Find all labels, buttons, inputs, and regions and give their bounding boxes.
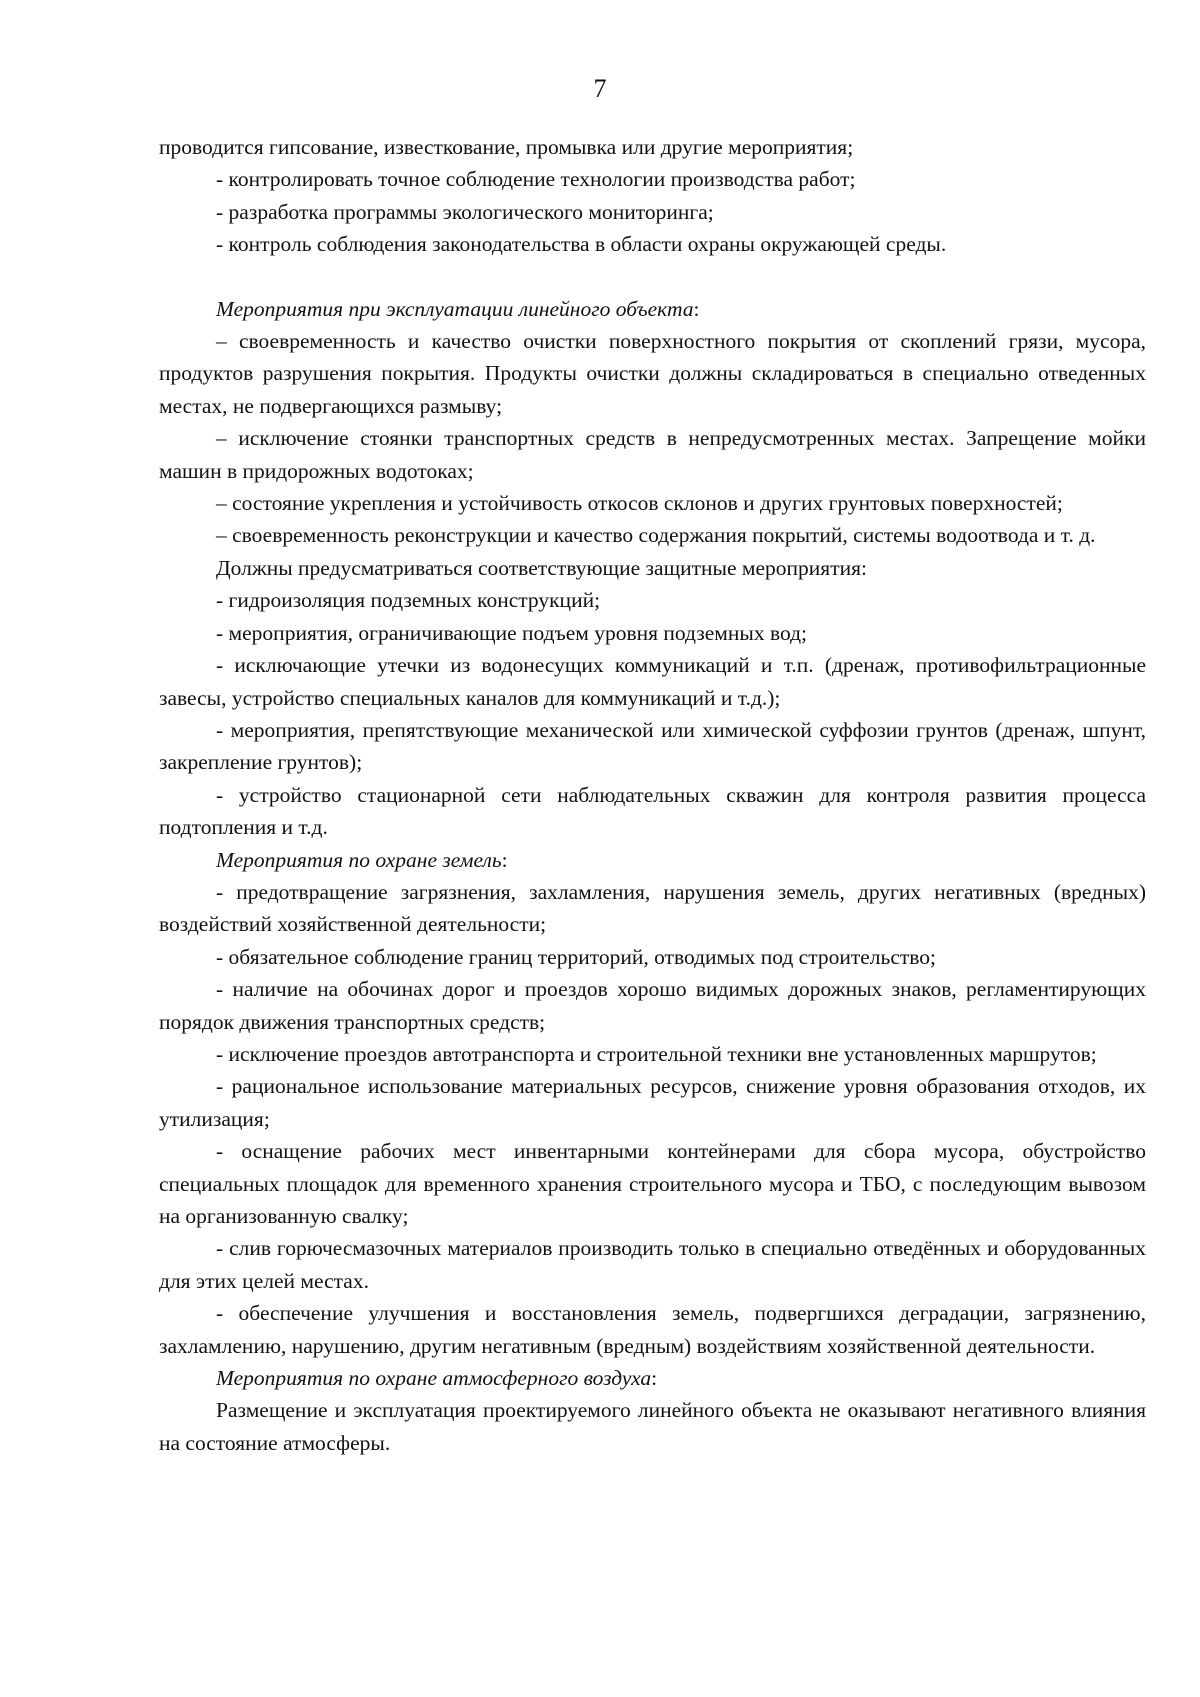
paragraph: Размещение и эксплуатация проектируемого линейного объекта не оказывают негативного влияния на состояние атмосферы.	[159, 1398, 1146, 1455]
continuation-line: проводится гипсование, известкование, промывка или другие мероприятия;	[159, 135, 854, 159]
list-item: - контроль соблюдения законодательства в области охраны окружающей среды.	[216, 232, 947, 257]
section-heading-text: Мероприятия при эксплуатации линейного объекта	[216, 296, 694, 321]
section-heading-air	[159, 1362, 1146, 1394]
list-item: - контролировать точное соблюдение технологии производства работ;	[216, 167, 856, 192]
section-heading-operation	[159, 293, 1146, 325]
heading-colon: :	[693, 296, 700, 321]
paragraph-gap	[159, 261, 1146, 293]
list-item: - мероприятия, препятствующие механической или химической суффозии грунтов (дренаж, шпунт, закрепление грунтов);	[159, 717, 1146, 775]
protective-measures-intro: Должны предусматриваться соответствующие защитные мероприятия:	[216, 555, 867, 580]
section-heading-text: Мероприятия по охране земель	[216, 847, 502, 872]
list-item: - рациональное использование материальных ресурсов, снижение уровня образования отходов, их утилизация;	[159, 1074, 1146, 1131]
list-item: – своевременность реконструкции и качество содержания покрытий, системы водоотвода и т. д.	[216, 523, 1096, 548]
list-item: - обеспечение улучшения и восстановления земель, подвергшихся деградации, загрязнению, захламлению, нарушению, другим негативным (вредным) воздействиям хозяйственной деятельности.	[159, 1301, 1146, 1358]
list-item: - исключение проездов автотранспорта и строительной техники вне установленных маршрутов;	[216, 1041, 1097, 1066]
list-item: - мероприятия, ограничивающие подъем уровня подземных вод;	[216, 620, 808, 645]
document-body	[159, 131, 1146, 1459]
list-item: - наличие на обочинах дорог и проездов хорошо видимых дорожных знаков, регламентирующих порядок движения транспортных средств;	[159, 977, 1146, 1034]
list-item: - разработка программы экологического мониторинга;	[216, 199, 714, 224]
list-item: - гидроизоляция подземных конструкций;	[216, 588, 601, 613]
list-item: – исключение стоянки транспортных средств в непредусмотренных местах. Запрещение мойки машин в придорожных водотоках;	[159, 426, 1146, 483]
list-item: - оснащение рабочих мест инвентарными контейнерами для сбора мусора, обустройство специальных площадок для временного хранения строительного мусора и ТБО, с последующим вывозом на организованную свалку;	[159, 1139, 1146, 1228]
heading-colon: :	[501, 847, 508, 872]
section-heading-land	[159, 844, 1146, 876]
list-item: – состояние укрепления и устойчивость откосов склонов и других грунтовых поверхностей;	[216, 491, 1063, 516]
list-item: – своевременность и качество очистки поверхностного покрытия от скоплений грязи, мусора, продуктов разрушения покрытия. Продукты очистки должны складироваться в специально отведенных местах, не подвергающихся размыву;	[159, 329, 1146, 418]
list-item: - устройство стационарной сети наблюдательных скважин для контроля развития процесса подтопления и т.д.	[159, 782, 1146, 840]
list-item: - слив горючесмазочных материалов производить только в специально отведённых и оборудованных для этих целей местах.	[159, 1236, 1146, 1293]
heading-colon: :	[651, 1366, 658, 1391]
page-number: 7	[593, 74, 607, 103]
section-heading-text: Мероприятия по охране атмосферного воздуха	[216, 1366, 652, 1391]
list-item: - обязательное соблюдение границ территорий, отводимых под строительство;	[216, 944, 937, 969]
list-item: - исключающие утечки из водонесущих коммуникаций и т.п. (дренаж, противофильтрационные завесы, устройство специальных каналов для коммуникаций и т.д.);	[159, 653, 1146, 710]
list-item: - предотвращение загрязнения, захламления, нарушения земель, других негативных (вредных) воздействий хозяйственной деятельности;	[159, 879, 1146, 937]
